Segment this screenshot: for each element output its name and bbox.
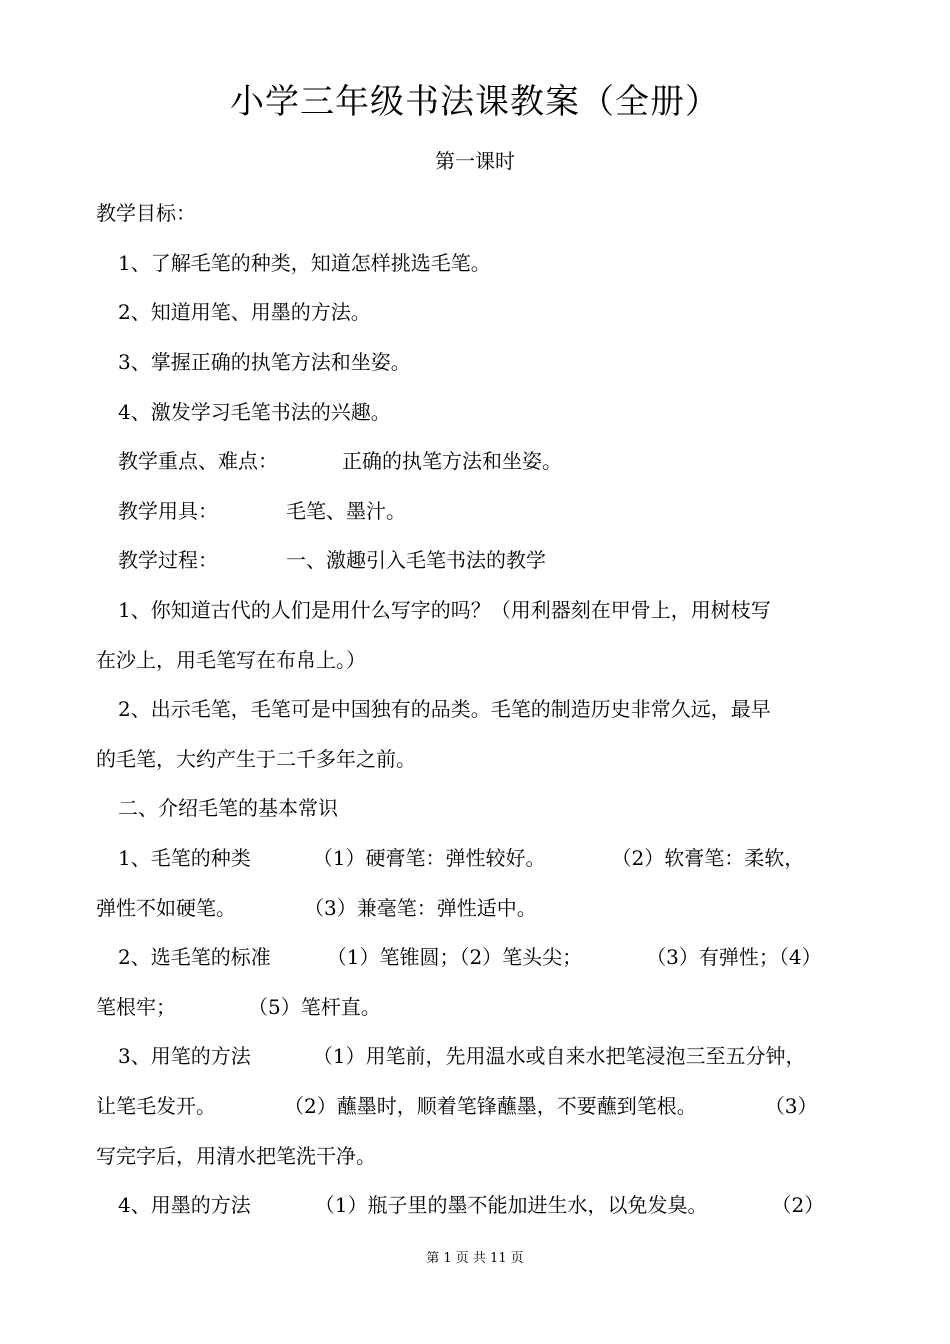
paragraph-line: 1、你知道古代的人们是用什么写字的吗？（用利器刻在甲骨上，用树枝写 <box>118 598 771 622</box>
paragraph-line: 教学目标： <box>96 201 196 225</box>
value-text: 一、激趣引入毛笔书法的教学 <box>286 548 546 572</box>
paragraph-line: 笔根牢； （5）笔杆直。 <box>96 995 381 1019</box>
paragraph-line: 在沙上，用毛笔写在布帛上。） <box>96 648 366 672</box>
label-text: 教学用具： <box>118 499 218 523</box>
paragraph-line: 的毛笔，大约产生于二千多年之前。 <box>96 747 416 771</box>
paragraph-line: 3、掌握正确的执笔方法和坐姿。 <box>118 350 411 374</box>
paragraph-line <box>118 546 546 574</box>
lesson-subtitle: 第一课时 <box>435 149 515 173</box>
label-text: 教学重点、难点： <box>118 449 278 473</box>
paragraph-line: 2、出示毛笔，毛笔可是中国独有的品类。毛笔的制造历史非常久远，最早 <box>118 697 771 721</box>
paragraph-line: 1、毛笔的种类 （1）硬膏笔：弹性较好。 （2）软膏笔：柔软， <box>118 846 805 870</box>
paragraph-line: 4、用墨的方法 （1）瓶子里的墨不能加进生水，以免发臭。 （2） <box>118 1193 825 1217</box>
paragraph-line: 让笔毛发开。 （2）蘸墨时，顺着笔锋蘸墨，不要蘸到笔根。 （3） <box>96 1094 818 1118</box>
page-number-footer: 第 1 页 共 11 页 <box>426 1251 524 1266</box>
paragraph-line <box>118 497 406 525</box>
paragraph-line: 写完字后，用清水把笔洗干净。 <box>96 1144 376 1168</box>
paragraph-line: 4、激发学习毛笔书法的兴趣。 <box>118 400 391 424</box>
paragraph-line: 2、知道用笔、用墨的方法。 <box>118 300 371 324</box>
paragraph-line <box>118 447 562 475</box>
label-text: 教学过程： <box>118 548 218 572</box>
paragraph-line: 3、用笔的方法 （1）用笔前，先用温水或自来水把笔浸泡三至五分钟， <box>118 1044 806 1068</box>
paragraph-line: 弹性不如硬笔。 （3）兼毫笔：弹性适中。 <box>96 896 537 920</box>
value-text: 正确的执笔方法和坐姿。 <box>342 449 562 473</box>
document-title: 小学三年级书法课教案（全册） <box>230 82 720 122</box>
value-text: 毛笔、墨汁。 <box>286 499 406 523</box>
paragraph-line: 2、选毛笔的标准 （1）笔锥圆；（2）笔头尖； （3）有弹性；（4） <box>118 945 822 969</box>
paragraph-line: 1、了解毛笔的种类，知道怎样挑选毛笔。 <box>118 251 491 275</box>
section-heading: 二、介绍毛笔的基本常识 <box>118 796 338 820</box>
